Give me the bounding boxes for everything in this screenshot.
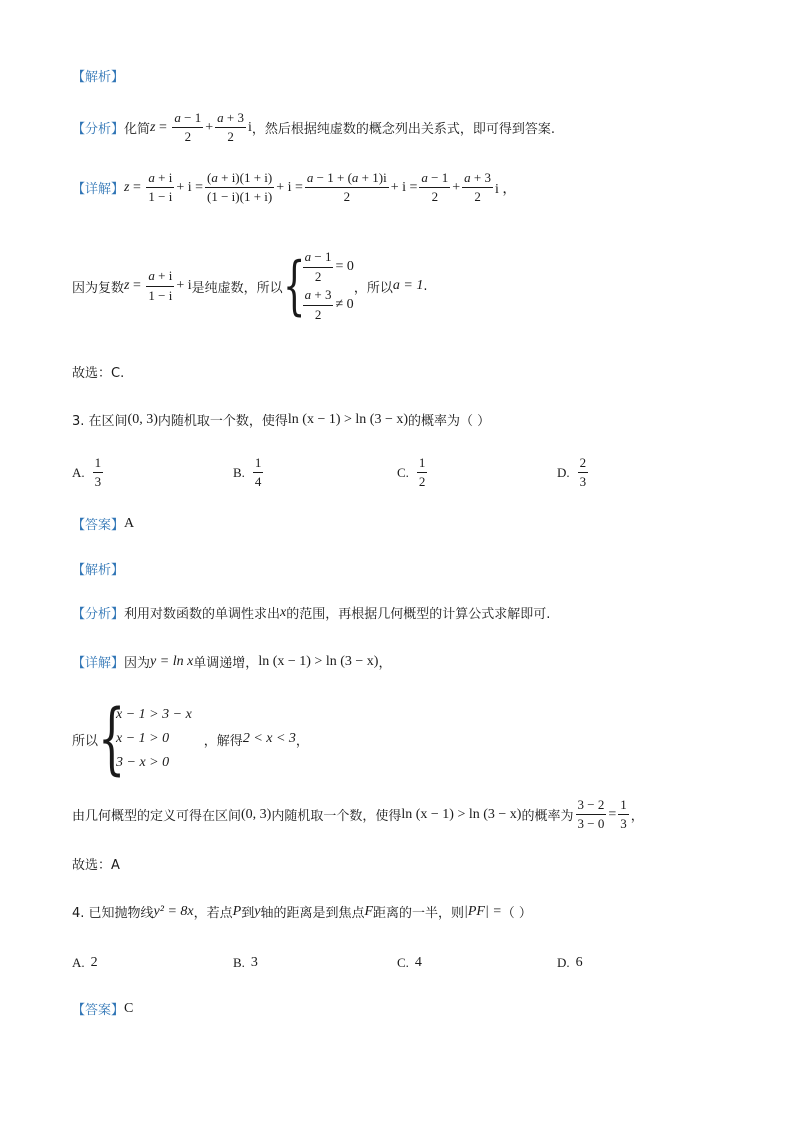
parabola: y² = 8x bbox=[153, 903, 194, 919]
daan-tag: 【答案】 bbox=[72, 518, 125, 533]
q3-option-a bbox=[72, 455, 105, 491]
q4-option-a bbox=[72, 955, 98, 971]
option-label: A. bbox=[72, 464, 85, 480]
geo-text: 内随机取一个数，使得 bbox=[271, 809, 402, 825]
option-label: B. bbox=[233, 464, 245, 480]
detail-text: 因为 bbox=[124, 656, 151, 671]
detail-text: ， bbox=[378, 656, 392, 671]
jiexi-tag: 【解析】 bbox=[72, 70, 125, 85]
formula-frac: $\frac{a - 1}{2}$ bbox=[174, 110, 202, 145]
option-value: 6 bbox=[575, 955, 583, 970]
analysis-text: 利用对数函数的单调性求出 bbox=[124, 607, 281, 622]
stem-text: 内随机取一个数，使得 bbox=[157, 414, 288, 429]
inequality: ln (x − 1) > ln (3 − x) bbox=[258, 653, 379, 669]
geo-text: 由几何概型的定义可得在区间 bbox=[72, 809, 242, 825]
analysis-text: ，然后根据纯虚数的概念列出关系式，即可得到答案. bbox=[251, 122, 556, 138]
formula-eq: = bbox=[129, 179, 145, 195]
formula-z: z bbox=[150, 119, 156, 135]
stem-text: 的概率为（ ） bbox=[408, 414, 491, 429]
option-value: 4 bbox=[414, 955, 422, 970]
distance-pf: |PF| = bbox=[464, 903, 502, 919]
analysis-text: 的范围，再根据几何概型的计算公式求解即可. bbox=[286, 607, 551, 622]
option-value: $\frac{2}{3}$ bbox=[579, 455, 587, 490]
condition-text: 是纯虚数，所以 bbox=[191, 280, 283, 296]
q4-option-d bbox=[557, 955, 583, 971]
q2-choose bbox=[72, 362, 124, 381]
var-x: x bbox=[280, 604, 287, 620]
point-p: P bbox=[232, 903, 242, 919]
interval: (0, 3) bbox=[241, 806, 272, 822]
choose-text: 故选：A bbox=[72, 858, 120, 873]
option-value: 3 bbox=[250, 955, 258, 970]
q4-answer bbox=[72, 999, 133, 1018]
system-row: x − 1 > 0 bbox=[116, 731, 170, 746]
solve-result: 2 < x < 3 bbox=[242, 731, 296, 746]
formula-z: z bbox=[124, 179, 130, 195]
so-text: 所以 bbox=[72, 733, 99, 749]
detail-text: 单调递增， bbox=[193, 656, 259, 671]
system-row: x − 1 > 3 − x bbox=[116, 707, 192, 722]
focus-f: F bbox=[364, 903, 374, 919]
q3-choose bbox=[72, 854, 120, 873]
option-label: D. bbox=[557, 464, 570, 480]
q4-option-b bbox=[233, 955, 258, 971]
answer-value: A bbox=[124, 515, 135, 531]
formula-plus-i: + i = bbox=[176, 179, 204, 195]
stem-text: 4. 已知抛物线 bbox=[72, 906, 154, 921]
formula-eq: = bbox=[155, 119, 171, 135]
q4-stem bbox=[72, 902, 532, 921]
xiangjie-tag: 【详解】 bbox=[72, 182, 125, 198]
formula-plus-i: + i = bbox=[390, 179, 418, 195]
stem-text: （ ） bbox=[501, 906, 532, 921]
left-brace: { bbox=[282, 249, 306, 323]
formula-i: i ， bbox=[494, 181, 517, 197]
stem-text: 轴的距离是到焦点 bbox=[260, 906, 365, 921]
left-brace: { bbox=[98, 694, 126, 784]
prob-frac: $\frac{3 - 2}{3 - 0}$ bbox=[577, 797, 605, 832]
q3-system-line bbox=[72, 694, 309, 784]
option-label: C. bbox=[397, 955, 409, 970]
condition-text: 因为复数 bbox=[72, 280, 125, 296]
choose-text: 故选：C. bbox=[72, 366, 125, 381]
stem-text: 3. 在区间 bbox=[72, 414, 128, 429]
result-a: a = 1 bbox=[392, 278, 424, 293]
function: y = ln x bbox=[150, 653, 194, 669]
option-value: $\frac{1}{2}$ bbox=[418, 455, 426, 490]
formula-frac: $\frac{a - 1 + (a + 1)i}{2}$ bbox=[306, 170, 387, 205]
inequality-system bbox=[116, 703, 192, 775]
solve-text: ， bbox=[295, 733, 309, 749]
answer-value: C bbox=[124, 1000, 134, 1016]
solve-text: ，解得 bbox=[203, 733, 243, 749]
option-label: A. bbox=[72, 955, 85, 970]
jiexi-tag: 【解析】 bbox=[72, 563, 125, 578]
formula-plus-i: + i = bbox=[276, 179, 303, 195]
system-row: 3 − x > 0 bbox=[116, 755, 170, 770]
formula-eq: = bbox=[608, 806, 617, 822]
option-label: C. bbox=[397, 464, 409, 480]
option-label: D. bbox=[557, 955, 570, 970]
formula-eq: = bbox=[129, 278, 145, 293]
daan-tag: 【答案】 bbox=[72, 1003, 125, 1018]
formula-i: i bbox=[247, 119, 252, 135]
q3-option-b bbox=[233, 455, 265, 491]
q3-stem bbox=[72, 410, 490, 429]
q2-analysis bbox=[72, 110, 555, 146]
fenxi-tag: 【分析】 bbox=[72, 607, 125, 622]
inequality: ln (x − 1) > ln (3 − x) bbox=[401, 806, 522, 822]
analysis-text: 化简 bbox=[124, 122, 151, 138]
q3-solution-heading bbox=[72, 559, 124, 578]
xiangjie-tag: 【详解】 bbox=[72, 656, 125, 671]
q3-analysis bbox=[72, 603, 550, 622]
formula-frac: $\frac{a + 3}{2}$ bbox=[217, 110, 244, 145]
condition-system: $\frac{a - 1}{2}$ = 0 $\frac{a + 3}{2}$ ≠ 0 bbox=[304, 249, 354, 322]
q2-condition bbox=[72, 248, 428, 324]
q4-option-c bbox=[397, 955, 422, 971]
q3-option-c bbox=[397, 455, 429, 491]
formula-frac: $\frac{a - 1}{2}$ bbox=[421, 170, 449, 205]
q3-detail bbox=[72, 652, 391, 671]
stem-text: ，若点 bbox=[193, 906, 233, 921]
q3-option-d bbox=[557, 455, 590, 491]
condition-text: ，所以 bbox=[353, 280, 393, 296]
inequality: ln (x − 1) > ln (3 − x) bbox=[287, 411, 409, 427]
geo-text: ， bbox=[630, 809, 644, 825]
option-value: $\frac{1}{4}$ bbox=[254, 455, 262, 490]
stem-text: 到 bbox=[241, 906, 255, 921]
formula-plus: + bbox=[452, 179, 461, 195]
formula-frac: $\frac{(a + i)(1 + i)}{(1 - i)(1 + i)}$ bbox=[207, 170, 273, 205]
formula-plus-i: + i bbox=[176, 278, 192, 293]
period: . bbox=[423, 278, 428, 294]
prob-result: $\frac{1}{3}$ bbox=[620, 797, 627, 832]
formula-frac: $\frac{a + i}{1 - i}$ bbox=[148, 268, 173, 303]
q3-geometric bbox=[72, 797, 644, 833]
q3-answer bbox=[72, 514, 134, 533]
stem-text: 距离的一半，则 bbox=[373, 906, 465, 921]
interval: (0, 3) bbox=[127, 411, 158, 427]
formula-plus: + bbox=[205, 119, 214, 135]
fenxi-tag: 【分析】 bbox=[72, 122, 125, 138]
q2-detail bbox=[72, 170, 516, 206]
geo-text: 的概率为 bbox=[521, 809, 574, 825]
q2-solution-heading bbox=[72, 66, 124, 85]
formula-frac: $\frac{a + i}{1 - i}$ bbox=[148, 170, 173, 205]
option-value: $\frac{1}{3}$ bbox=[94, 455, 102, 490]
formula-z: z bbox=[124, 278, 130, 293]
option-value: 2 bbox=[90, 955, 98, 970]
y-axis: y bbox=[254, 903, 261, 919]
option-label: B. bbox=[233, 955, 245, 970]
formula-frac: $\frac{a + 3}{2}$ bbox=[464, 170, 491, 205]
